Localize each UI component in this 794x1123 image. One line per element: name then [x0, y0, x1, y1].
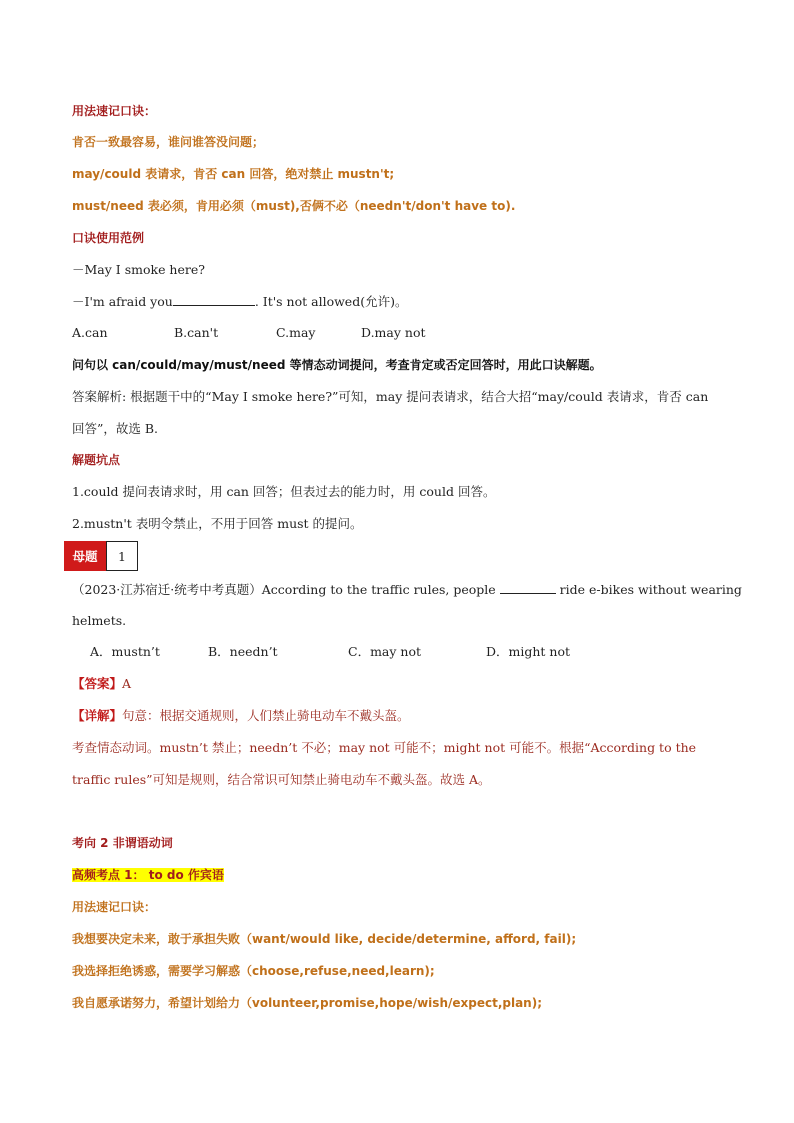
- answer-blank: [173, 292, 255, 306]
- option-c: C.may: [276, 325, 316, 340]
- detail-label: 【详解】: [72, 708, 123, 723]
- rule-3: must/need 表必须，肯用必须（must),否俩不必（needn't/don't have to).: [72, 199, 516, 213]
- highlight-line: [72, 866, 224, 884]
- question-stem-cont: helmets.: [72, 613, 127, 628]
- option-a: A.can: [72, 325, 108, 340]
- verb-line-3: 我自愿承诺努力，希望计划给力（volunteer,promise,hope/wish/expect,plan);: [72, 996, 543, 1010]
- option-d: D.may not: [361, 325, 426, 340]
- answer-label: 【答案】: [72, 676, 123, 691]
- explain-line-2: traffic rules”可知是规则，结合常识可知禁止骑电动车不戴头盔。故选 A。: [72, 772, 491, 787]
- q-option-a: A．mustn’t: [90, 644, 160, 659]
- mnemonic-title-2: 用法速记口诀：: [72, 900, 157, 914]
- answer-value: A: [122, 676, 132, 691]
- question-blank: [500, 580, 556, 594]
- example-title: 口诀使用范例: [72, 231, 145, 245]
- question-stem: [72, 580, 742, 599]
- answer-line: [72, 675, 131, 693]
- question-tag: [64, 541, 138, 571]
- question-line-1: －May I smoke here?: [72, 262, 205, 277]
- question-stem-end: ride e-bikes without wearing: [559, 582, 742, 597]
- q-option-c: C．may not: [348, 644, 422, 659]
- verb-line-1: 我想要决定未来，敢于承担失败（want/would like, decide/determine, afford, fail);: [72, 932, 577, 946]
- section-heading: 考向 2 非谓语动词: [72, 836, 173, 850]
- analysis-line-1: 答案解析: 根据题干中的“May I smoke here?”可知，may 提问表请求，结合大招“may/could 表请求，肯否 can: [72, 389, 709, 404]
- usage-note: 问句以 can/could/may/must/need 等情态动词提问，考查肯定或否定回答时，用此口诀解题。: [72, 358, 602, 372]
- option-b: B.can't: [174, 325, 219, 340]
- rule-1: 肯否一致最容易，谁问谁答没问题；: [72, 135, 265, 149]
- question-number: 1: [106, 541, 138, 571]
- question-options: [90, 643, 590, 661]
- mnemonic-title: 用法速记口诀：: [72, 104, 157, 118]
- analysis-line-2: 回答”，故选 B.: [72, 421, 159, 436]
- highlight-text: 高频考点 1： to do 作宾语: [72, 868, 224, 882]
- question-tag-label: 母题: [64, 541, 106, 571]
- q-option-b: B．needn’t: [208, 644, 278, 659]
- detail-text: 句意：根据交通规则，人们禁止骑电动车不戴头盔。: [122, 708, 410, 723]
- rule-2: may/could 表请求，肯否 can 回答，绝对禁止 mustn't;: [72, 167, 395, 181]
- pitfall-1: 1.could 提问表请求时，用 can 回答；但表过去的能力时，用 could 回答。: [72, 484, 496, 499]
- detail-line: [72, 707, 410, 725]
- example-options: [72, 324, 492, 342]
- question-line-2-start: －I'm afraid you: [72, 294, 173, 309]
- pitfall-title: 解题坑点: [72, 453, 121, 467]
- pitfall-2: 2.mustn't 表明令禁止，不用于回答 must 的提问。: [72, 516, 363, 531]
- question-line-2: [72, 292, 407, 311]
- q-option-d: D．might not: [486, 644, 571, 659]
- question-line-2-end: . It's not allowed(允许)。: [254, 294, 408, 309]
- question-stem-start: （2023·江苏宿迁·统考中考真题）According to the traffic rules, people: [72, 582, 496, 597]
- verb-line-2: 我选择拒绝诱惑，需要学习解惑（choose,refuse,need,learn);: [72, 964, 435, 978]
- explain-line-1: 考查情态动词。mustn’t 禁止；needn’t 不必；may not 可能不；might not 可能不。根据“According to the: [72, 740, 697, 755]
